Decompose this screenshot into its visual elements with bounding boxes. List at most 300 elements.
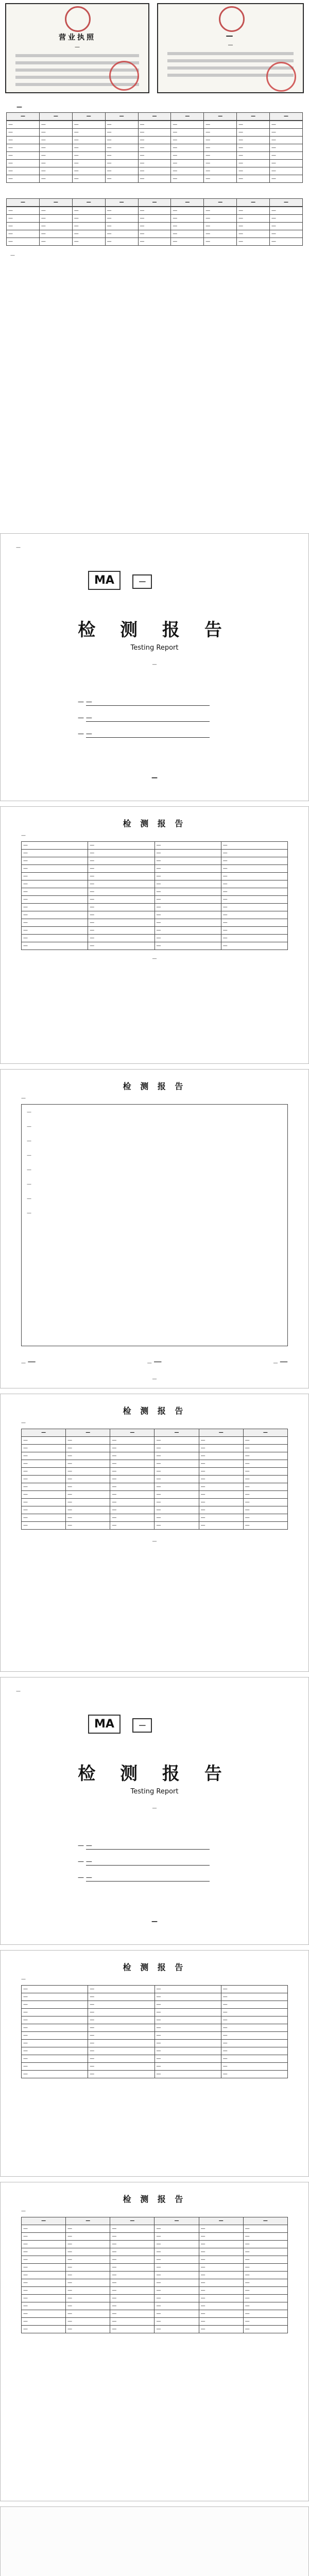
header-cell: — bbox=[199, 2217, 243, 2225]
table-cell: — bbox=[154, 2032, 221, 2040]
table-row bbox=[22, 911, 288, 919]
report1-results-title: 检 测 报 告 bbox=[123, 1406, 186, 1416]
report2-detail-table bbox=[21, 1985, 288, 2078]
table-row bbox=[7, 223, 303, 230]
table-row bbox=[22, 935, 288, 942]
table-cell: — bbox=[105, 144, 138, 152]
table-cell: — bbox=[88, 2063, 154, 2071]
table-cell: — bbox=[22, 904, 88, 911]
header-cell: — bbox=[204, 199, 237, 207]
license-title: 营业执照 bbox=[59, 33, 96, 42]
table-cell: — bbox=[237, 207, 270, 215]
table-row bbox=[22, 857, 288, 865]
header-cell: — bbox=[154, 1429, 199, 1437]
header-cell: — bbox=[204, 113, 237, 121]
paragraph: — bbox=[27, 1124, 31, 1129]
table-cell: — bbox=[221, 2016, 287, 2024]
table-cell: — bbox=[270, 137, 303, 144]
table-cell: — bbox=[110, 2302, 154, 2310]
table-cell: — bbox=[221, 942, 287, 950]
table-cell: — bbox=[110, 1468, 154, 1476]
signature-label: — bbox=[147, 1361, 152, 1366]
table-cell: — bbox=[221, 1986, 287, 1993]
table-cell: — bbox=[39, 137, 72, 144]
table-row bbox=[22, 1522, 288, 1530]
table-cell: — bbox=[154, 2055, 221, 2063]
table-row bbox=[22, 1437, 288, 1445]
table-cell: — bbox=[199, 2295, 243, 2302]
table-cell: — bbox=[154, 1491, 199, 1499]
table-cell: — bbox=[66, 2233, 110, 2241]
report1-text-title: 检 测 报 告 bbox=[123, 1081, 186, 1091]
header-cell: — bbox=[7, 199, 40, 207]
table-cell: — bbox=[66, 2310, 110, 2318]
table-cell: — bbox=[22, 850, 88, 857]
table-cell: — bbox=[72, 160, 105, 167]
monitoring-section bbox=[0, 100, 309, 528]
table-cell: — bbox=[221, 1993, 287, 2001]
table-cell: — bbox=[22, 2318, 66, 2326]
table-cell: — bbox=[199, 2302, 243, 2310]
table-cell: — bbox=[110, 2241, 154, 2248]
table-cell: — bbox=[221, 2071, 287, 2078]
table-cell: — bbox=[270, 144, 303, 152]
header-cell: — bbox=[199, 1429, 243, 1437]
table-cell: — bbox=[39, 160, 72, 167]
table-cell: — bbox=[110, 2295, 154, 2302]
report1-number: — bbox=[152, 662, 157, 667]
table-cell: — bbox=[105, 160, 138, 167]
table-cell: — bbox=[154, 2287, 199, 2295]
table-cell: — bbox=[22, 1460, 66, 1468]
table-cell: — bbox=[72, 144, 105, 152]
table-cell: — bbox=[154, 1986, 221, 1993]
report2-results bbox=[0, 2182, 309, 2501]
table-cell: — bbox=[22, 2310, 66, 2318]
table-cell: — bbox=[154, 2009, 221, 2016]
table-cell: — bbox=[88, 2016, 154, 2024]
table-cell: — bbox=[7, 230, 40, 238]
header-cell: — bbox=[110, 1429, 154, 1437]
table-cell: — bbox=[66, 2287, 110, 2295]
report2-detail bbox=[0, 1950, 309, 2177]
table-cell: — bbox=[66, 1460, 110, 1468]
table-header-row bbox=[7, 199, 303, 207]
table-row bbox=[22, 1483, 288, 1491]
table-cell: — bbox=[39, 230, 72, 238]
report2-results-title: 检 测 报 告 bbox=[123, 2194, 186, 2204]
table-cell: — bbox=[221, 935, 287, 942]
table-cell: — bbox=[270, 207, 303, 215]
table-cell: — bbox=[110, 2225, 154, 2233]
table-cell: — bbox=[199, 1483, 243, 1491]
field-value: — bbox=[86, 1858, 210, 1866]
blank-page bbox=[0, 2506, 309, 2576]
table-header-row bbox=[7, 113, 303, 121]
header-cell: — bbox=[270, 199, 303, 207]
report2-detail-number: — bbox=[21, 1977, 26, 1982]
signature: — bbox=[153, 1357, 162, 1366]
table-cell: — bbox=[221, 2055, 287, 2063]
table-cell: — bbox=[204, 207, 237, 215]
table-row bbox=[22, 1468, 288, 1476]
table-row bbox=[22, 2318, 288, 2326]
business-license bbox=[5, 3, 149, 93]
table-row bbox=[22, 2287, 288, 2295]
report1-cover-number: — bbox=[16, 545, 21, 550]
table-cell: — bbox=[22, 2241, 66, 2248]
stamp-logo: — bbox=[132, 574, 152, 589]
table-cell: — bbox=[154, 1506, 199, 1514]
field-label: — bbox=[78, 730, 84, 737]
monitoring-caption: — bbox=[16, 104, 22, 110]
report1-detail bbox=[0, 806, 309, 1064]
table-row bbox=[22, 2055, 288, 2063]
field-label: — bbox=[78, 1874, 84, 1881]
table-cell: — bbox=[138, 152, 171, 160]
table-cell: — bbox=[7, 129, 40, 137]
header-cell: — bbox=[7, 113, 40, 121]
table-row bbox=[22, 919, 288, 927]
table-cell: — bbox=[171, 152, 204, 160]
table-cell: — bbox=[88, 2047, 154, 2055]
table-row bbox=[22, 2001, 288, 2009]
table-cell: — bbox=[199, 2279, 243, 2287]
table-cell: — bbox=[66, 1522, 110, 1530]
table-cell: — bbox=[154, 2024, 221, 2032]
table-cell: — bbox=[88, 1986, 154, 1993]
table-cell: — bbox=[154, 2272, 199, 2279]
report2-cover-title-en: Testing Report bbox=[130, 1788, 179, 1795]
table-row bbox=[7, 207, 303, 215]
paragraph: — bbox=[27, 1196, 31, 1201]
table-row bbox=[22, 2225, 288, 2233]
field-label: — bbox=[78, 1858, 84, 1865]
table-cell: — bbox=[72, 129, 105, 137]
table-cell: — bbox=[22, 888, 88, 896]
table-cell: — bbox=[105, 167, 138, 175]
table-cell: — bbox=[88, 919, 154, 927]
table-cell: — bbox=[110, 2256, 154, 2264]
table-cell: — bbox=[22, 1468, 66, 1476]
license-seal-icon bbox=[109, 61, 139, 91]
header-cell: — bbox=[154, 2217, 199, 2225]
table-cell: — bbox=[105, 230, 138, 238]
table-row bbox=[22, 1514, 288, 1522]
table-cell: — bbox=[22, 842, 88, 850]
certificate-emblem-icon bbox=[219, 6, 245, 32]
table-cell: — bbox=[22, 873, 88, 880]
header-cell: — bbox=[39, 199, 72, 207]
table-row bbox=[22, 2241, 288, 2248]
table-cell: — bbox=[243, 2248, 287, 2256]
report2-cover bbox=[0, 1677, 309, 1945]
table-cell: — bbox=[171, 230, 204, 238]
table-cell: — bbox=[88, 850, 154, 857]
table-cell: — bbox=[199, 1522, 243, 1530]
table-cell: — bbox=[7, 223, 40, 230]
table-cell: — bbox=[243, 2302, 287, 2310]
table-cell: — bbox=[138, 230, 171, 238]
table-cell: — bbox=[22, 1522, 66, 1530]
signature: — bbox=[280, 1357, 288, 1366]
table-cell: — bbox=[221, 880, 287, 888]
table-cell: — bbox=[237, 160, 270, 167]
table-cell: — bbox=[72, 223, 105, 230]
table-cell: — bbox=[72, 175, 105, 183]
table-cell: — bbox=[110, 2233, 154, 2241]
table-cell: — bbox=[154, 1993, 221, 2001]
table-cell: — bbox=[171, 238, 204, 246]
table-cell: — bbox=[221, 873, 287, 880]
signature-label: — bbox=[21, 1361, 26, 1366]
table-cell: — bbox=[22, 2047, 88, 2055]
table-cell: — bbox=[171, 215, 204, 223]
table-cell: — bbox=[22, 2055, 88, 2063]
table-cell: — bbox=[237, 121, 270, 129]
table-cell: — bbox=[221, 2009, 287, 2016]
table-cell: — bbox=[22, 935, 88, 942]
table-cell: — bbox=[7, 175, 40, 183]
report1-text-page-number: — bbox=[152, 1377, 157, 1382]
table-row bbox=[22, 1993, 288, 2001]
table-cell: — bbox=[199, 1460, 243, 1468]
table-cell: — bbox=[243, 1522, 287, 1530]
report2-client-field bbox=[78, 1842, 308, 1850]
table-row bbox=[22, 904, 288, 911]
table-cell: — bbox=[110, 1460, 154, 1468]
table-cell: — bbox=[221, 927, 287, 935]
table-cell: — bbox=[243, 1506, 287, 1514]
table-cell: — bbox=[110, 1445, 154, 1452]
table-cell: — bbox=[221, 2063, 287, 2071]
table-cell: — bbox=[221, 857, 287, 865]
monitoring-table bbox=[6, 112, 303, 121]
table-cell: — bbox=[110, 2264, 154, 2272]
table-row bbox=[22, 865, 288, 873]
table-cell: — bbox=[237, 167, 270, 175]
table-cell: — bbox=[270, 152, 303, 160]
table-cell: — bbox=[199, 2318, 243, 2326]
table-cell: — bbox=[171, 121, 204, 129]
table-cell: — bbox=[22, 2326, 66, 2333]
table-cell: — bbox=[199, 1491, 243, 1499]
table-cell: — bbox=[243, 2295, 287, 2302]
paragraph: — bbox=[27, 1110, 31, 1115]
table-cell: — bbox=[237, 137, 270, 144]
table-cell: — bbox=[243, 2287, 287, 2295]
table-cell: — bbox=[22, 1452, 66, 1460]
paragraph: — bbox=[27, 1182, 31, 1187]
table-cell: — bbox=[270, 230, 303, 238]
table-cell: — bbox=[110, 1452, 154, 1460]
table-cell: — bbox=[154, 2071, 221, 2078]
table-cell: — bbox=[88, 935, 154, 942]
table-cell: — bbox=[221, 865, 287, 873]
table-cell: — bbox=[22, 927, 88, 935]
paragraph: — bbox=[27, 1139, 31, 1144]
table-cell: — bbox=[22, 2272, 66, 2279]
table-cell: — bbox=[270, 215, 303, 223]
table-cell: — bbox=[66, 2241, 110, 2248]
report2-results-number: — bbox=[21, 2209, 26, 2214]
table-cell: — bbox=[22, 2264, 66, 2272]
table-cell: — bbox=[221, 850, 287, 857]
table-cell: — bbox=[66, 2318, 110, 2326]
field-value: — bbox=[86, 698, 210, 706]
table-cell: — bbox=[199, 2326, 243, 2333]
table-cell: — bbox=[221, 2001, 287, 2009]
table-cell: — bbox=[199, 2241, 243, 2248]
table-row bbox=[22, 2032, 288, 2040]
report2-number: — bbox=[152, 1806, 157, 1811]
table-cell: — bbox=[7, 238, 40, 246]
table-row bbox=[22, 927, 288, 935]
table-cell: — bbox=[221, 896, 287, 904]
table-cell: — bbox=[243, 1437, 287, 1445]
table-cell: — bbox=[22, 1476, 66, 1483]
table-cell: — bbox=[154, 942, 221, 950]
header-cell: — bbox=[66, 2217, 110, 2225]
table-cell: — bbox=[22, 1986, 88, 1993]
table-cell: — bbox=[66, 1506, 110, 1514]
table-cell: — bbox=[154, 842, 221, 850]
table-cell: — bbox=[72, 121, 105, 129]
table-cell: — bbox=[72, 207, 105, 215]
table-cell: — bbox=[138, 167, 171, 175]
certificate-subtitle: — bbox=[228, 42, 233, 48]
table-cell: — bbox=[22, 919, 88, 927]
table-cell: — bbox=[154, 2256, 199, 2264]
table-cell: — bbox=[154, 850, 221, 857]
table-row bbox=[22, 1499, 288, 1506]
table-cell: — bbox=[199, 2287, 243, 2295]
table-cell: — bbox=[22, 865, 88, 873]
table-cell: — bbox=[199, 1445, 243, 1452]
monitoring-table-body bbox=[6, 121, 303, 183]
table-cell: — bbox=[22, 2063, 88, 2071]
paragraph: — bbox=[27, 1167, 31, 1173]
table-cell: — bbox=[22, 1499, 66, 1506]
table-cell: — bbox=[110, 1506, 154, 1514]
table-cell: — bbox=[243, 1452, 287, 1460]
report1-sample-field bbox=[78, 714, 308, 722]
table-cell: — bbox=[88, 927, 154, 935]
table-cell: — bbox=[237, 144, 270, 152]
table-cell: — bbox=[221, 904, 287, 911]
table-row bbox=[22, 1460, 288, 1468]
table-cell: — bbox=[88, 2071, 154, 2078]
table-cell: — bbox=[105, 238, 138, 246]
header-cell: — bbox=[237, 199, 270, 207]
table-cell: — bbox=[221, 2047, 287, 2055]
table-cell: — bbox=[138, 223, 171, 230]
monitoring-table-2-body bbox=[6, 207, 303, 246]
header-cell: — bbox=[66, 1429, 110, 1437]
table-cell: — bbox=[138, 129, 171, 137]
table-cell: — bbox=[243, 1476, 287, 1483]
table-cell: — bbox=[221, 2024, 287, 2032]
table-cell: — bbox=[138, 175, 171, 183]
national-emblem-icon bbox=[65, 6, 91, 32]
table-cell: — bbox=[171, 144, 204, 152]
table-cell: — bbox=[22, 911, 88, 919]
table-cell: — bbox=[154, 927, 221, 935]
table-cell: — bbox=[154, 2248, 199, 2256]
table-cell: — bbox=[171, 207, 204, 215]
table-row bbox=[22, 2024, 288, 2032]
header-cell: — bbox=[138, 113, 171, 121]
table-cell: — bbox=[88, 2001, 154, 2009]
table-cell: — bbox=[66, 1437, 110, 1445]
table-cell: — bbox=[270, 160, 303, 167]
table-cell: — bbox=[72, 152, 105, 160]
paragraph: — bbox=[27, 1153, 31, 1158]
table-cell: — bbox=[243, 2326, 287, 2333]
table-cell: — bbox=[221, 842, 287, 850]
table-cell: — bbox=[88, 942, 154, 950]
table-cell: — bbox=[138, 144, 171, 152]
report1-cover-title: 检 测 报 告 bbox=[78, 620, 231, 640]
table-cell: — bbox=[72, 238, 105, 246]
table-cell: — bbox=[221, 911, 287, 919]
table-cell: — bbox=[154, 2040, 221, 2047]
table-cell: — bbox=[88, 842, 154, 850]
table-cell: — bbox=[105, 121, 138, 129]
table-cell: — bbox=[204, 160, 237, 167]
table-cell: — bbox=[110, 2326, 154, 2333]
table-cell: — bbox=[88, 1993, 154, 2001]
table-cell: — bbox=[204, 167, 237, 175]
table-cell: — bbox=[199, 2272, 243, 2279]
table-row bbox=[22, 2047, 288, 2055]
table-cell: — bbox=[66, 1468, 110, 1476]
table-cell: — bbox=[88, 865, 154, 873]
table-cell: — bbox=[110, 1437, 154, 1445]
table-cell: — bbox=[22, 2009, 88, 2016]
table-header-row bbox=[22, 1429, 288, 1437]
table-row bbox=[22, 842, 288, 850]
certificate-title: — bbox=[226, 32, 235, 40]
table-cell: — bbox=[154, 888, 221, 896]
table-cell: — bbox=[7, 160, 40, 167]
table-cell: — bbox=[237, 215, 270, 223]
table-cell: — bbox=[154, 2310, 199, 2318]
table-cell: — bbox=[22, 2302, 66, 2310]
field-value: — bbox=[86, 714, 210, 722]
header-cell: — bbox=[22, 2217, 66, 2225]
table-cell: — bbox=[237, 152, 270, 160]
table-cell: — bbox=[270, 121, 303, 129]
report2-cover-number: — bbox=[16, 1689, 21, 1694]
header-cell: — bbox=[270, 113, 303, 121]
table-cell: — bbox=[39, 238, 72, 246]
table-cell: — bbox=[243, 1445, 287, 1452]
table-cell: — bbox=[88, 2032, 154, 2040]
table-row bbox=[22, 2326, 288, 2333]
header-cell: — bbox=[105, 199, 138, 207]
table-row bbox=[22, 896, 288, 904]
table-row bbox=[22, 2295, 288, 2302]
table-cell: — bbox=[199, 1452, 243, 1460]
table-cell: — bbox=[22, 880, 88, 888]
header-cell: — bbox=[22, 1429, 66, 1437]
stamp-logo: — bbox=[132, 1718, 152, 1733]
signature-block bbox=[21, 1357, 36, 1366]
table-cell: — bbox=[110, 1476, 154, 1483]
table-cell: — bbox=[22, 1483, 66, 1491]
table-row bbox=[22, 2279, 288, 2287]
